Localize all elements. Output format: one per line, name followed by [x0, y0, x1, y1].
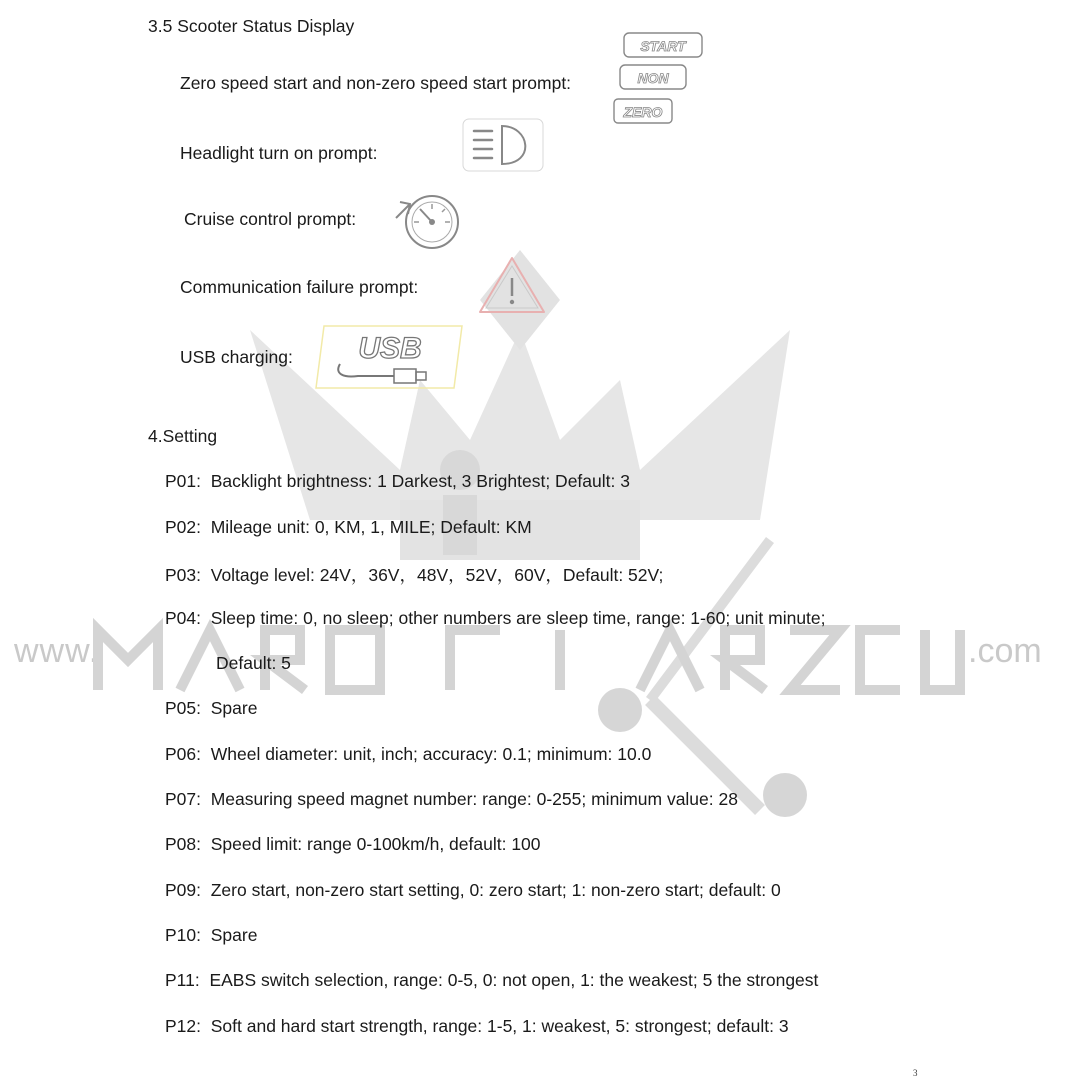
status-label-headlight: Headlight turn on prompt:: [180, 143, 378, 163]
param-code: P07:: [165, 789, 201, 809]
usb-charging-icon: [314, 324, 466, 399]
param-text: Spare: [210, 698, 258, 718]
badge-start: START: [640, 38, 686, 54]
param-text: Sleep time: 0, no sleep; other numbers are sleep time, range: 1-60; unit minute;: [210, 608, 826, 628]
param-code: P06:: [165, 744, 201, 764]
badge-zero: ZERO: [623, 104, 663, 120]
param-p09: [165, 880, 781, 901]
param-text: Wheel diameter: unit, inch; accuracy: 0.1; minimum: 10.0: [210, 744, 652, 764]
param-p03: [165, 562, 663, 587]
status-label-comm-failure: Communication failure prompt:: [180, 277, 419, 297]
param-code: P03:: [165, 565, 201, 585]
param-p01: [165, 471, 630, 492]
watermark-prefix: www.: [14, 632, 100, 670]
param-p10: [165, 925, 257, 946]
param-p04-continuation: Default: 5: [216, 653, 291, 673]
param-text: Backlight brightness: 1 Darkest, 3 Brightest; Default: 3: [210, 471, 630, 491]
page-number: 3: [913, 1068, 918, 1078]
status-label-start-prompt: Zero speed start and non-zero speed start prompt:: [180, 73, 572, 93]
param-p07: [165, 789, 738, 810]
param-p08: [165, 834, 541, 855]
param-text: EABS switch selection, range: 0-5, 0: not open, 1: the weakest; 5 the strongest: [209, 970, 819, 990]
usb-text: USB: [358, 332, 422, 365]
start-non-zero-badges-icon: [612, 30, 712, 135]
param-p06: [165, 744, 651, 765]
param-text: Mileage unit: 0, KM, 1, MILE; Default: KM: [210, 517, 532, 537]
param-text: Voltage level: 24V，36V，48V，52V，60V，Default: 52V;: [210, 565, 664, 585]
watermark-suffix: .com: [968, 632, 1042, 670]
param-code: P08:: [165, 834, 201, 854]
param-code: P10:: [165, 925, 201, 945]
param-code: P02:: [165, 517, 201, 537]
param-code: P09:: [165, 880, 201, 900]
param-p02: [165, 517, 532, 538]
param-code: P11:: [165, 970, 200, 990]
headlight-icon: [462, 118, 544, 177]
status-label-cruise: Cruise control prompt:: [184, 209, 357, 229]
param-p12: [165, 1016, 789, 1037]
status-label-usb: USB charging:: [180, 347, 293, 367]
section-heading-setting: 4.Setting: [148, 426, 218, 446]
badge-non: NON: [637, 70, 669, 86]
section-heading-status: 3.5 Scooter Status Display: [148, 16, 355, 36]
warning-triangle-icon: [476, 254, 548, 323]
param-code: P12:: [165, 1016, 201, 1036]
param-text: Spare: [210, 925, 258, 945]
param-text: Zero start, non-zero start setting, 0: zero start; 1: non-zero start; default: 0: [210, 880, 781, 900]
cruise-control-icon: [388, 184, 468, 259]
param-code: P01:: [165, 471, 201, 491]
param-code: P04:: [165, 608, 201, 628]
param-text: Soft and hard start strength, range: 1-5, 1: weakest, 5: strongest; default: 3: [210, 1016, 789, 1036]
param-text: Speed limit: range 0-100km/h, default: 100: [210, 834, 541, 854]
param-p04: [165, 608, 826, 629]
param-p05: [165, 698, 257, 719]
param-code: P05:: [165, 698, 201, 718]
param-text: Measuring speed magnet number: range: 0-255; minimum value: 28: [210, 789, 738, 809]
param-p11: [165, 970, 818, 991]
